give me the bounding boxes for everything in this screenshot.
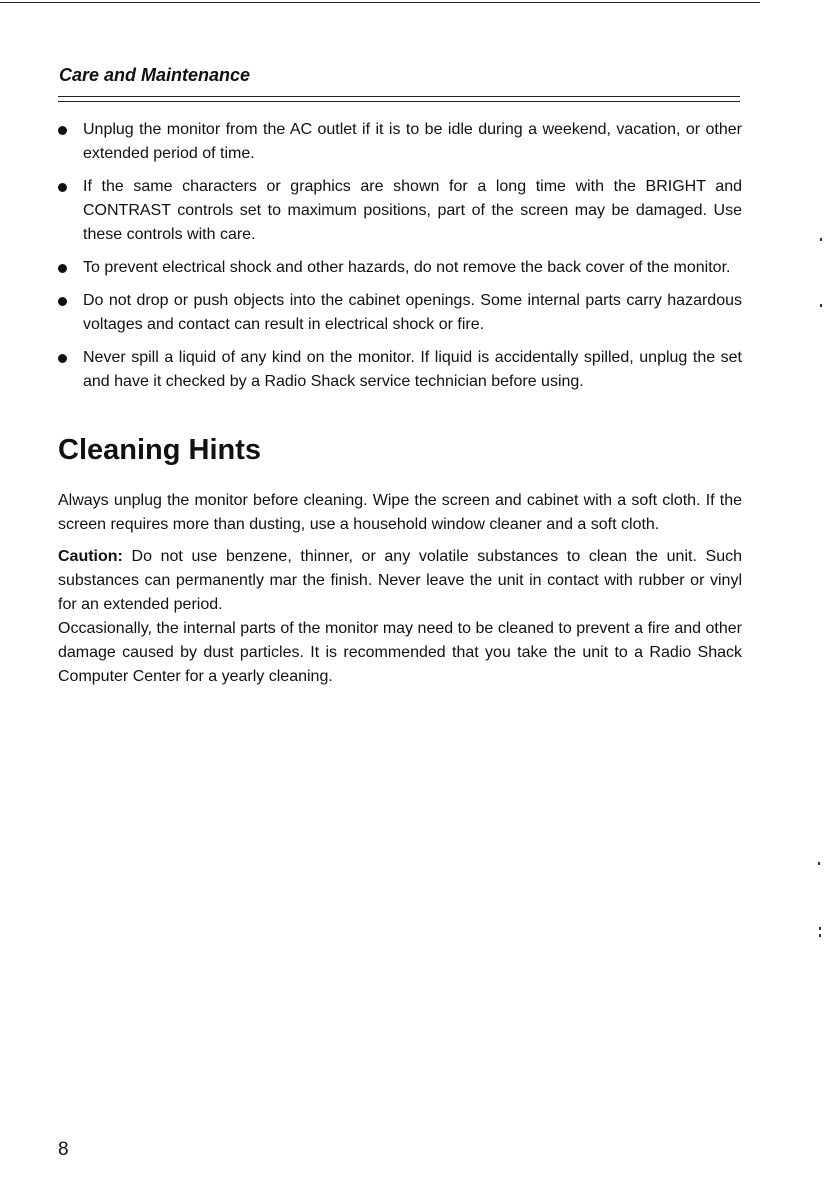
caution-label: Caution:	[58, 548, 123, 565]
cleaning-hints-heading: Cleaning Hints	[58, 434, 262, 466]
list-item-text: Do not drop or push objects into the cabinet openings. Some internal parts carry hazardous voltages and contact can result in electrical shock or fire.	[83, 292, 742, 333]
scan-speck	[819, 934, 821, 937]
caution-paragraph	[58, 545, 742, 617]
list-item-text: If the same characters or graphics are shown for a long time with the BRIGHT and CONTRAST controls set to maximum positions, part of the screen may be damaged. Use these controls with care.	[83, 178, 742, 243]
list-item	[58, 289, 742, 337]
rule-line-upper	[58, 96, 740, 97]
scan-speck	[818, 862, 820, 865]
scan-speck	[819, 927, 821, 930]
header-double-rule	[58, 96, 740, 102]
scan-speck	[820, 238, 822, 241]
top-edge-rule	[0, 2, 760, 3]
scan-speck	[820, 304, 822, 307]
maintenance-paragraph: Occasionally, the internal parts of the monitor may need to be cleaned to prevent a fire and other damage caused by dust particles. It is recommended that you take the unit to a Radio Shack Computer Center for a yearly cleaning.	[58, 620, 742, 685]
bullet-dot-icon	[58, 297, 67, 306]
page-number: 8	[58, 1139, 69, 1160]
rule-line-lower	[58, 101, 740, 102]
bullet-dot-icon	[58, 183, 67, 192]
bullet-dot-icon	[58, 264, 67, 273]
list-item	[58, 346, 742, 394]
bullet-dot-icon	[58, 126, 67, 135]
list-item	[58, 256, 742, 280]
caution-text: Do not use benzene, thinner, or any volatile substances to clean the unit. Such substances can permanently mar the finish. Never leave the unit in contact with rubber or vinyl for an extended period.	[58, 548, 742, 613]
list-item	[58, 118, 742, 166]
bullet-dot-icon	[58, 354, 67, 363]
section-title: Care and Maintenance	[59, 65, 251, 85]
cleaning-paragraph: Always unplug the monitor before cleaning. Wipe the screen and cabinet with a soft cloth. If the screen requires more than dusting, use a household window cleaner and a soft cloth.	[58, 492, 742, 533]
cleaning-body	[58, 489, 742, 697]
list-item-text: Unplug the monitor from the AC outlet if it is to be idle during a weekend, vacation, or other extended period of time.	[83, 121, 742, 162]
list-item-text: Never spill a liquid of any kind on the monitor. If liquid is accidentally spilled, unplug the set and have it checked by a Radio Shack service technician before using.	[83, 349, 742, 390]
list-item-text: To prevent electrical shock and other hazards, do not remove the back cover of the monitor.	[83, 259, 731, 276]
precautions-list	[58, 118, 742, 403]
list-item	[58, 175, 742, 247]
